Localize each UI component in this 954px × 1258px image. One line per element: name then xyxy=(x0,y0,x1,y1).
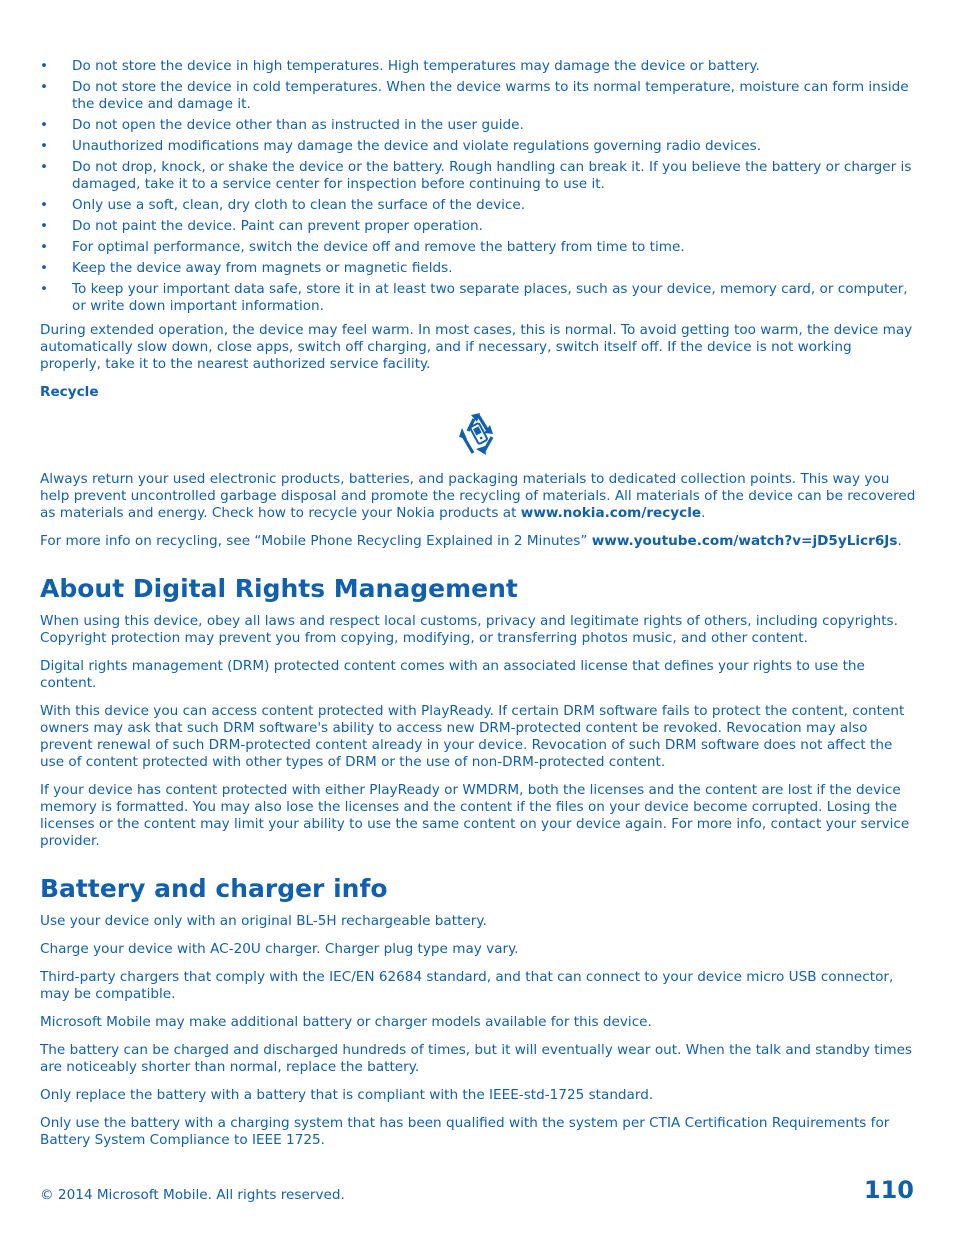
list-item-text: Only use a soft, clean, dry cloth to clean the surface of the device. xyxy=(72,197,526,213)
bullet-glyph: • xyxy=(40,281,49,297)
battery-paragraph: Third-party chargers that comply with the IEC/EN 62684 standard, and that can connect to your device micro USB connector, may be compatible. xyxy=(40,969,894,1002)
bullet-glyph: • xyxy=(40,58,49,74)
battery-paragraph: Only use the battery with a charging system that has been qualified with the system per CTIA Certification Requirements for Battery System Compliance to IEEE 1725. xyxy=(40,1115,890,1148)
list-item-text: Do not store the device in high temperatures. High temperatures may damage the device or battery. xyxy=(72,58,760,74)
battery-paragraph: The battery can be charged and discharged hundreds of times, but it will eventually wear out. When the talk and standby times are noticeably shorter than normal, replace the battery. xyxy=(40,1042,913,1075)
youtube-recycling-link[interactable]: www.youtube.com/watch?v=jD5yLicr6Js xyxy=(591,533,898,549)
battery-paragraph: Only replace the battery with a battery that is compliant with the IEEE-std-1725 standard. xyxy=(40,1087,654,1103)
drm-paragraph: Digital rights management (DRM) protected content comes with an associated license that defines your rights to use the content. xyxy=(40,658,865,691)
bullet-glyph: • xyxy=(40,260,49,276)
battery-paragraph: Use your device only with an original BL-5H rechargeable battery. xyxy=(40,913,487,929)
list-item-text: Do not drop, knock, or shake the device or the battery. Rough handling can break it. If you believe the battery or charger is damaged, take it to a service center for inspection before continuing to use it. xyxy=(72,159,912,192)
list-item xyxy=(40,138,916,155)
bullet-glyph: • xyxy=(40,79,49,95)
battery-paragraph: Charge your device with AC-20U charger. Charger plug type may vary. xyxy=(40,941,519,957)
recycling-info-paragraph xyxy=(40,533,916,550)
list-item xyxy=(40,260,916,277)
battery-section-title: Battery and charger info xyxy=(40,874,388,903)
list-item xyxy=(40,117,916,134)
list-item-text: Keep the device away from magnets or magnetic fields. xyxy=(72,260,453,276)
list-item xyxy=(40,281,916,315)
bullet-glyph: • xyxy=(40,239,49,255)
list-item xyxy=(40,218,916,235)
list-item-text: Unauthorized modifications may damage the device and violate regulations governing radio devices. xyxy=(72,138,762,154)
page-number: 110 xyxy=(863,1176,914,1204)
bullet-glyph: • xyxy=(40,159,49,175)
list-item xyxy=(40,197,916,214)
bullet-glyph: • xyxy=(40,117,49,133)
list-item xyxy=(40,159,916,193)
recycle-heading: Recycle xyxy=(40,384,99,400)
copyright-footer: © 2014 Microsoft Mobile. All rights reserved. xyxy=(40,1187,345,1203)
battery-paragraph: Microsoft Mobile may make additional battery or charger models available for this device. xyxy=(40,1014,652,1030)
recycle-paragraph xyxy=(40,471,916,522)
list-item-text: For optimal performance, switch the device off and remove the battery from time to time. xyxy=(72,239,685,255)
list-item-text: Do not open the device other than as instructed in the user guide. xyxy=(72,117,524,133)
bullet-glyph: • xyxy=(40,218,49,234)
recycle-icon-container xyxy=(40,409,916,457)
list-item xyxy=(40,58,916,75)
page-content xyxy=(40,58,916,1160)
list-item xyxy=(40,79,916,113)
list-item xyxy=(40,239,916,256)
nokia-recycle-link[interactable]: www.nokia.com/recycle xyxy=(520,505,702,521)
bullet-glyph: • xyxy=(40,197,49,213)
recycling-info-text: For more info on recycling, see “Mobile Phone Recycling Explained in 2 Minutes” xyxy=(40,533,592,549)
list-item-text: Do not paint the device. Paint can prevent proper operation. xyxy=(72,218,483,234)
bullet-glyph: • xyxy=(40,138,49,154)
drm-section-title: About Digital Rights Management xyxy=(40,574,518,603)
care-bullet-list xyxy=(40,58,916,315)
recycle-symbol-icon xyxy=(453,409,503,457)
drm-paragraph: When using this device, obey all laws and respect local customs, privacy and legitimate rights of others, including copyrights. Copyright protection may prevent you from copying, modifying, or transferring photos music, and other content. xyxy=(40,613,898,646)
list-item-text: Do not store the device in cold temperatures. When the device warms to its normal temperature, moisture can form inside the device and damage it. xyxy=(72,79,909,112)
recycle-paragraph-text: Always return your used electronic products, batteries, and packaging materials to dedicated collection points. This way you help prevent uncontrolled garbage disposal and promote the recycling of materials. All materials of the device can be recovered as materials and energy. Check how to recycle your Nokia products at xyxy=(40,471,916,521)
drm-paragraph: If your device has content protected with either PlayReady or WMDRM, both the licenses and the content are lost if the device memory is formatted. You may also lose the licenses and the content if the files on your device become corrupted. Losing the licenses or the content may limit your ability to use the same content on your device again. For more info, contact your service provider. xyxy=(40,782,910,849)
recycle-paragraph-end: . xyxy=(701,505,706,521)
drm-paragraph: With this device you can access content protected with PlayReady. If certain DRM software fails to protect the content, content owners may ask that such DRM software's ability to access new DRM-protected content be revoked. Revocation may also prevent renewal of such DRM-protected content already in your device. Revocation of such DRM software does not affect the use of content protected with other types of DRM or the use of non-DRM-protected content. xyxy=(40,703,905,770)
warm-device-paragraph: During extended operation, the device may feel warm. In most cases, this is normal. To avoid getting too warm, the device may automatically slow down, close apps, switch off charging, and if necessary, switch itself off. If the device is not working properly, take it to the nearest authorized service facility. xyxy=(40,322,913,372)
recycling-info-end: . xyxy=(897,533,902,549)
list-item-text: To keep your important data safe, store it in at least two separate places, such as your device, memory card, or computer, or write down important information. xyxy=(72,281,908,314)
